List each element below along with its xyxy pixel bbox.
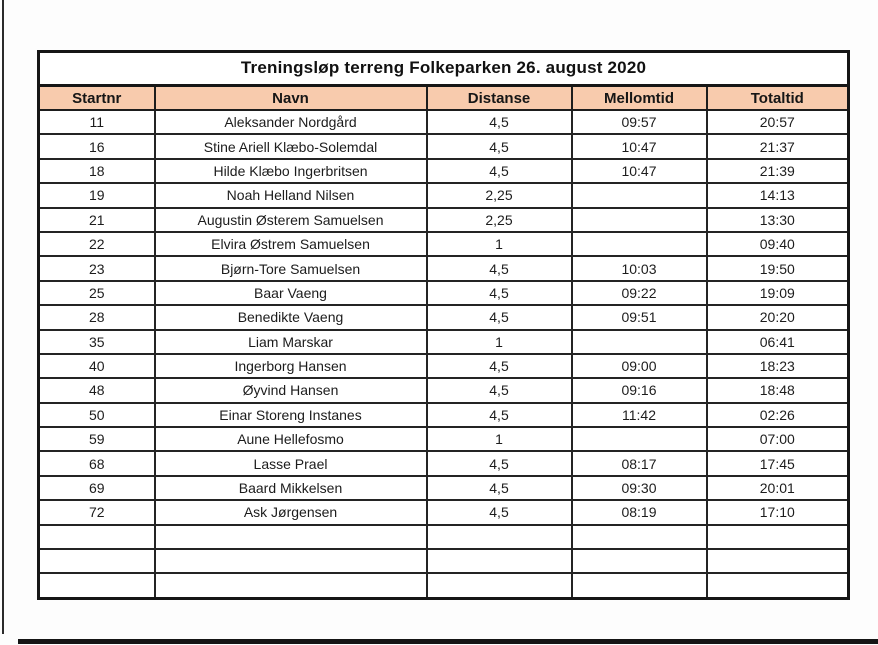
cell-distanse: 4,5	[427, 500, 572, 524]
cell-navn: Baard Mikkelsen	[155, 476, 427, 500]
cell-distanse	[427, 525, 572, 549]
column-header-navn: Navn	[155, 86, 427, 111]
cell-distanse: 4,5	[427, 403, 572, 427]
cell-totaltid: 09:40	[707, 232, 849, 256]
cell-startnr	[39, 525, 155, 549]
cell-totaltid: 18:48	[707, 378, 849, 402]
cell-navn: Lasse Prael	[155, 451, 427, 475]
cell-mellomtid: 09:16	[572, 378, 707, 402]
table-row	[39, 549, 849, 573]
cell-totaltid: 20:20	[707, 305, 849, 329]
cell-navn: Ingerborg Hansen	[155, 354, 427, 378]
cell-navn: Elvira Østrem Samuelsen	[155, 232, 427, 256]
cell-distanse: 1	[427, 232, 572, 256]
table-row	[39, 525, 849, 549]
table-row	[39, 451, 849, 475]
cell-navn	[155, 573, 427, 598]
cell-navn: Bjørn-Tore Samuelsen	[155, 256, 427, 280]
table-row	[39, 110, 849, 134]
cell-totaltid: 17:10	[707, 500, 849, 524]
cell-totaltid: 19:50	[707, 256, 849, 280]
cell-distanse: 1	[427, 427, 572, 451]
table-row	[39, 378, 849, 402]
cell-navn: Hilde Klæbo Ingerbritsen	[155, 159, 427, 183]
cell-startnr: 25	[39, 281, 155, 305]
column-header-mellomtid: Mellomtid	[572, 86, 707, 111]
results-table	[37, 50, 850, 600]
cell-totaltid: 18:23	[707, 354, 849, 378]
cell-mellomtid: 11:42	[572, 403, 707, 427]
cell-distanse: 4,5	[427, 110, 572, 134]
cell-navn: Einar Storeng Instanes	[155, 403, 427, 427]
cell-navn: Noah Helland Nilsen	[155, 183, 427, 207]
cell-totaltid: 13:30	[707, 208, 849, 232]
table-row	[39, 403, 849, 427]
cell-startnr	[39, 573, 155, 598]
cell-distanse: 4,5	[427, 451, 572, 475]
table-row	[39, 500, 849, 524]
column-header-totaltid: Totaltid	[707, 86, 849, 111]
cell-distanse: 2,25	[427, 208, 572, 232]
table-row	[39, 208, 849, 232]
cell-startnr: 48	[39, 378, 155, 402]
results-body	[39, 110, 849, 598]
cell-navn: Benedikte Vaeng	[155, 305, 427, 329]
cell-navn: Stine Ariell Klæbo-Solemdal	[155, 134, 427, 158]
table-row	[39, 573, 849, 598]
table-row	[39, 427, 849, 451]
table-row	[39, 256, 849, 280]
cell-startnr: 22	[39, 232, 155, 256]
header-row	[39, 86, 849, 111]
cell-startnr: 72	[39, 500, 155, 524]
cell-startnr: 18	[39, 159, 155, 183]
cell-startnr: 40	[39, 354, 155, 378]
cell-navn: Augustin Østerem Samuelsen	[155, 208, 427, 232]
cell-navn	[155, 525, 427, 549]
table-row	[39, 183, 849, 207]
cell-distanse	[427, 573, 572, 598]
table-row	[39, 305, 849, 329]
cell-distanse: 4,5	[427, 476, 572, 500]
cell-mellomtid	[572, 573, 707, 598]
cell-distanse: 2,25	[427, 183, 572, 207]
cell-mellomtid: 09:57	[572, 110, 707, 134]
cell-distanse: 1	[427, 330, 572, 354]
cell-mellomtid	[572, 183, 707, 207]
cell-totaltid	[707, 549, 849, 573]
cell-mellomtid: 08:17	[572, 451, 707, 475]
table-row	[39, 354, 849, 378]
cell-totaltid: 19:09	[707, 281, 849, 305]
cell-totaltid: 17:45	[707, 451, 849, 475]
cell-startnr: 59	[39, 427, 155, 451]
cell-navn: Ask Jørgensen	[155, 500, 427, 524]
cell-mellomtid	[572, 330, 707, 354]
cell-startnr	[39, 549, 155, 573]
cell-totaltid: 02:26	[707, 403, 849, 427]
cell-mellomtid: 10:03	[572, 256, 707, 280]
cell-startnr: 68	[39, 451, 155, 475]
cell-distanse: 4,5	[427, 159, 572, 183]
cell-distanse: 4,5	[427, 256, 572, 280]
cell-totaltid: 21:39	[707, 159, 849, 183]
table-row	[39, 281, 849, 305]
page-title: Treningsløp terreng Folkeparken 26. august 2020	[39, 52, 849, 86]
scan-edge-line-left	[2, 0, 4, 634]
cell-mellomtid	[572, 525, 707, 549]
cell-navn: Aune Hellefosmo	[155, 427, 427, 451]
cell-startnr: 69	[39, 476, 155, 500]
cell-mellomtid: 09:30	[572, 476, 707, 500]
column-header-distanse: Distanse	[427, 86, 572, 111]
cell-distanse: 4,5	[427, 134, 572, 158]
table-row	[39, 476, 849, 500]
cell-mellomtid	[572, 549, 707, 573]
cell-mellomtid	[572, 427, 707, 451]
cell-startnr: 50	[39, 403, 155, 427]
title-row	[39, 52, 849, 86]
cell-navn: Øyvind Hansen	[155, 378, 427, 402]
cell-mellomtid	[572, 208, 707, 232]
cell-mellomtid	[572, 232, 707, 256]
cell-mellomtid: 10:47	[572, 134, 707, 158]
cell-navn: Aleksander Nordgård	[155, 110, 427, 134]
cell-totaltid	[707, 573, 849, 598]
cell-totaltid	[707, 525, 849, 549]
cell-distanse: 4,5	[427, 378, 572, 402]
cell-navn: Liam Marskar	[155, 330, 427, 354]
column-header-startnr: Startnr	[39, 86, 155, 111]
cell-navn	[155, 549, 427, 573]
cell-totaltid: 07:00	[707, 427, 849, 451]
cell-totaltid: 14:13	[707, 183, 849, 207]
cell-startnr: 21	[39, 208, 155, 232]
cell-distanse: 4,5	[427, 281, 572, 305]
cell-startnr: 16	[39, 134, 155, 158]
cell-mellomtid: 09:00	[572, 354, 707, 378]
cell-mellomtid: 08:19	[572, 500, 707, 524]
scan-edge-bar-bottom	[18, 639, 878, 644]
table-row	[39, 134, 849, 158]
table-row	[39, 159, 849, 183]
cell-mellomtid: 10:47	[572, 159, 707, 183]
cell-distanse	[427, 549, 572, 573]
cell-totaltid: 20:01	[707, 476, 849, 500]
cell-mellomtid: 09:22	[572, 281, 707, 305]
cell-mellomtid: 09:51	[572, 305, 707, 329]
cell-startnr: 28	[39, 305, 155, 329]
cell-startnr: 19	[39, 183, 155, 207]
cell-startnr: 35	[39, 330, 155, 354]
cell-startnr: 11	[39, 110, 155, 134]
cell-startnr: 23	[39, 256, 155, 280]
table-row	[39, 232, 849, 256]
cell-distanse: 4,5	[427, 354, 572, 378]
cell-totaltid: 06:41	[707, 330, 849, 354]
cell-navn: Baar Vaeng	[155, 281, 427, 305]
cell-totaltid: 21:37	[707, 134, 849, 158]
cell-distanse: 4,5	[427, 305, 572, 329]
cell-totaltid: 20:57	[707, 110, 849, 134]
table-row	[39, 330, 849, 354]
